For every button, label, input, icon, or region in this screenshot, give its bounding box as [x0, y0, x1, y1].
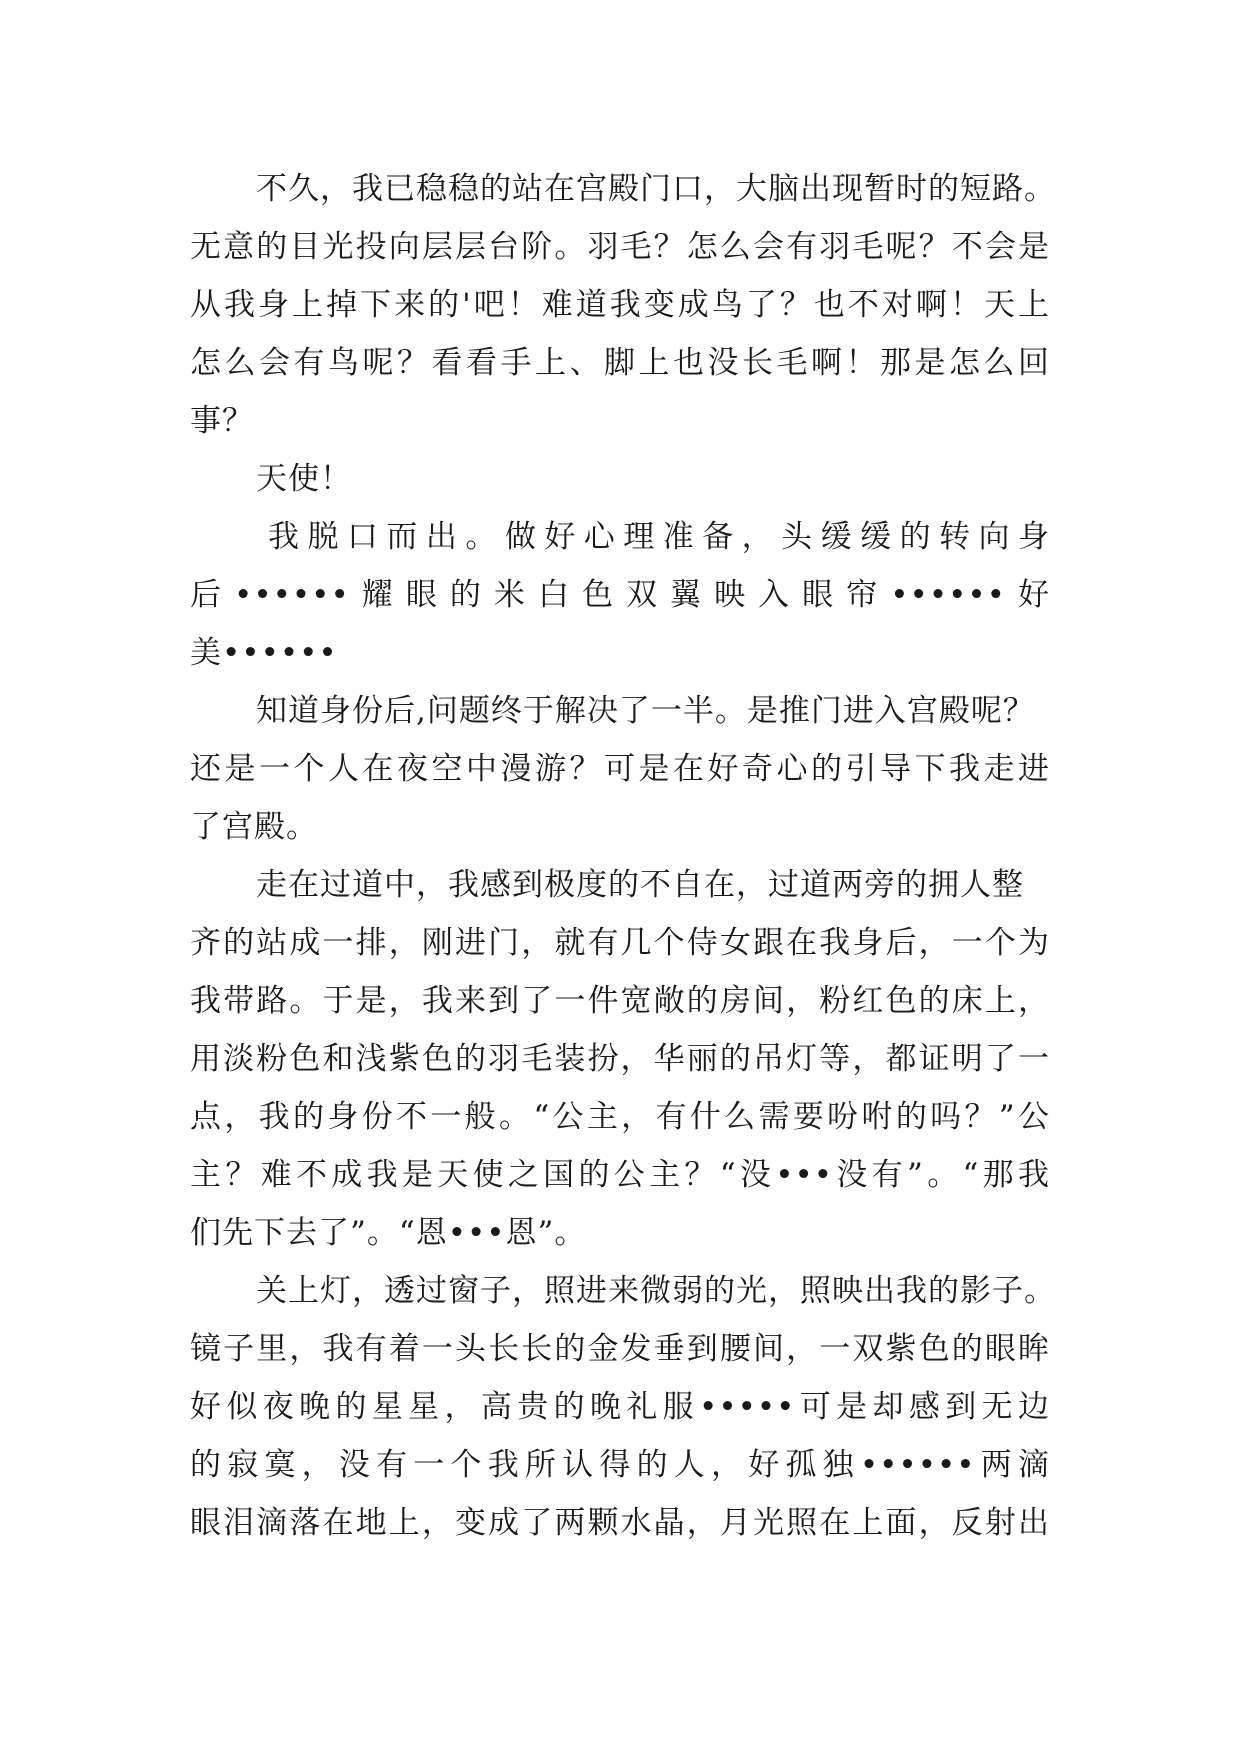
text-line: 好似夜晚的星星，高贵的晚礼服•••••可是却感到无边 — [190, 1389, 1050, 1425]
text-line: 从我身上掉下来的'吧！难道我变成鸟了？也不对啊！天上 — [190, 287, 1050, 323]
text-line: 天使！ — [256, 461, 352, 497]
text-line: 们先下去了”。“恩•••恩”。 — [190, 1215, 587, 1251]
text-line: 眼泪滴落在地上，变成了两颗水晶，月光照在上面，反射出 — [190, 1505, 1050, 1541]
text-line: 知道身份后,问题终于解决了一半。是推门进入宫殿呢？ — [256, 693, 1035, 729]
text-line: 无意的目光投向层层台阶。羽毛？怎么会有羽毛呢？不会是 — [190, 229, 1050, 265]
text-line: 美•••••• — [190, 635, 338, 671]
text-line: 了宫殿。 — [190, 809, 318, 845]
text-line: 关上灯，透过窗子，照进来微弱的光，照映出我的影子。 — [256, 1273, 1056, 1309]
text-line: 用淡粉色和浅紫色的羽毛装扮，华丽的吊灯等，都证明了一 — [190, 1041, 1050, 1077]
text-line: 我带路。于是，我来到了一件宽敞的房间，粉红色的床上， — [190, 983, 1050, 1019]
text-line: 还是一个人在夜空中漫游？可是在好奇心的引导下我走进 — [190, 751, 1050, 787]
text-line: 我脱口而出。做好心理准备，头缓缓的转向身 — [268, 519, 1050, 555]
document-body — [190, 160, 1056, 1552]
text-line: 主？难不成我是天使之国的公主？“没•••没有”。“那我 — [190, 1157, 1050, 1193]
text-line: 齐的站成一排，刚进门，就有几个侍女跟在我身后，一个为 — [190, 925, 1050, 961]
text-line: 怎么会有鸟呢？看看手上、脚上也没长毛啊！那是怎么回 — [190, 345, 1050, 381]
text-line: 后••••••耀眼的米白色双翼映入眼帘••••••好 — [190, 577, 1050, 613]
text-line: 的寂寞，没有一个我所认得的人，好孤独••••••两滴 — [190, 1447, 1050, 1483]
text-line: 点，我的身份不一般。“公主，有什么需要吩咐的吗？”公 — [190, 1099, 1050, 1135]
text-line: 不久，我已稳稳的站在宫殿门口，大脑出现暂时的短路。 — [256, 171, 1056, 207]
text-line: 镜子里，我有着一头长长的金发垂到腰间，一双紫色的眼眸 — [190, 1331, 1050, 1367]
text-line: 事？ — [190, 403, 254, 439]
text-line: 走在过道中，我感到极度的不自在，过道两旁的拥人整 — [256, 867, 1024, 903]
